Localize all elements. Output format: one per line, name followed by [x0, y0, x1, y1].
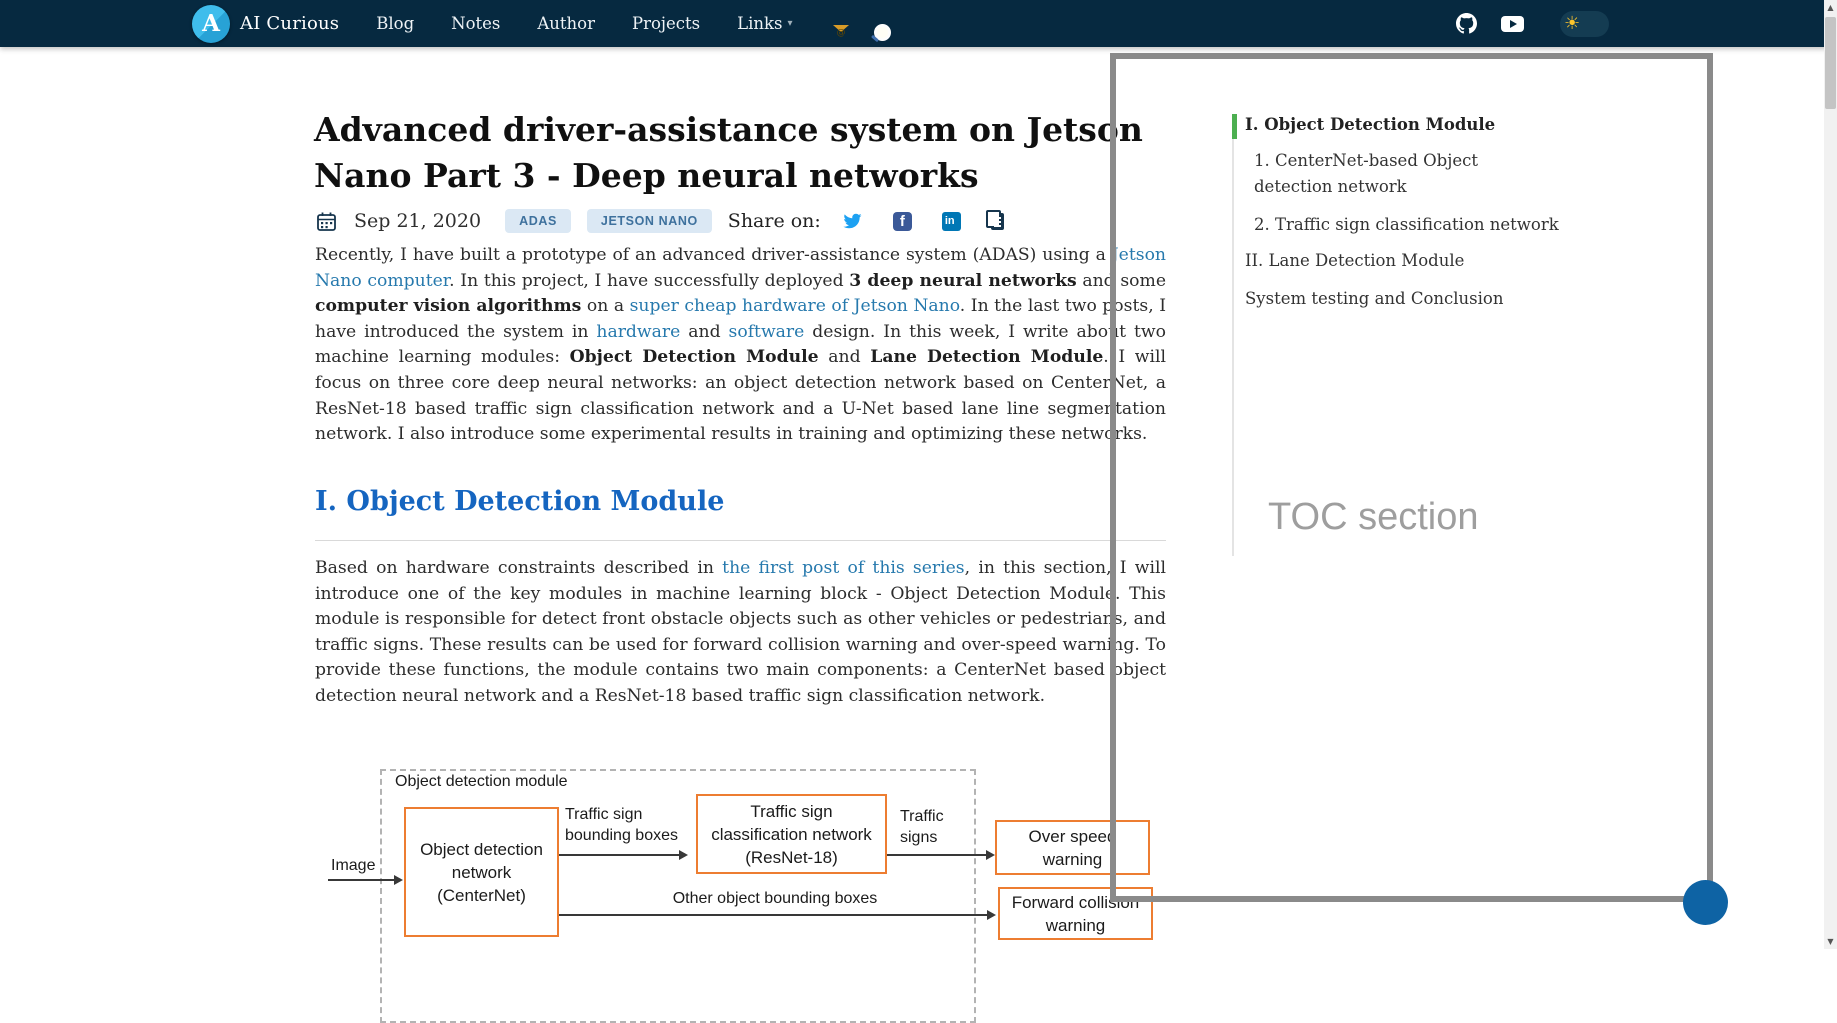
diagram-label-other-boxes: Other object bounding boxes [672, 890, 878, 907]
linkedin-icon [942, 212, 961, 231]
nav-item-links[interactable] [737, 14, 792, 33]
toc-item-traffic-sign[interactable]: 2. Traffic sign classification network [1254, 215, 1559, 234]
nav-item-blog[interactable]: Blog [376, 14, 415, 33]
diagram-box-classifier: Traffic sign classification network (ResNet-18) [696, 794, 887, 874]
calendar-icon [316, 211, 337, 232]
share-linkedin-button[interactable] [942, 212, 961, 231]
diagram-box-centernet: Object detection network (CenterNet) [404, 807, 559, 937]
diagram-label-traffic-signs: Traffic signs [900, 808, 944, 846]
share-facebook-button[interactable] [893, 212, 912, 231]
github-icon [1456, 13, 1477, 34]
toc-item-lane-detection[interactable]: II. Lane Detection Module [1245, 251, 1465, 270]
share-twitter-button[interactable] [842, 212, 863, 230]
annotation-label: TOC section [1268, 496, 1479, 538]
tag-adas[interactable]: ADAS [505, 209, 571, 233]
chevron-down-icon: ▾ [787, 18, 793, 29]
nav-item-author[interactable]: Author [537, 14, 595, 33]
logo-letter: A [202, 10, 220, 37]
scrollbar-up-arrow[interactable] [1824, 0, 1837, 15]
tag-jetson-nano[interactable]: JETSON NANO [587, 209, 712, 233]
arrow-traffic-signs [887, 854, 986, 856]
diagram-input-label: Image [331, 857, 376, 874]
site-logo[interactable] [192, 5, 230, 43]
github-link[interactable] [1456, 13, 1477, 34]
navbar-right-cluster [1456, 11, 1609, 37]
scrollbar-down-arrow[interactable] [1824, 934, 1837, 949]
copy-link-button[interactable] [991, 213, 1004, 230]
article-paragraph-1: Recently, I have built a prototype of an advanced driver-assistance system (ADAS) using a Jetson Nano computer. In this project, I have successfully deployed 3 deep neural networks and some computer vision algorithms on a super cheap hardware of Jetson Nano. In the last two posts, I have introduced the system in hardware and software design. In this week, I write about two machine learning modules: Object Detection Module and Lane Detection Module. I will focus on three core deep neural networks: an object detection network based on CenterNet, a ResNet-18 based traffic sign classification network and a U-Net based lane line segmentation network. I also introduce some experimental results in training and optimizing these networks. [315, 245, 1167, 445]
theme-toggle[interactable] [1560, 11, 1609, 37]
article-meta-row [316, 206, 1034, 236]
diagram-box-overspeed: Over speed warning [995, 820, 1150, 875]
page-title: Advanced driver-assistance system on Jetson Nano Part 3 - Deep neural networks [314, 110, 1143, 196]
toc-item-label: I. Object Detection Module [1245, 115, 1496, 134]
inline-link[interactable]: the first post of this series [722, 558, 965, 578]
arrow-other-boxes [559, 914, 987, 916]
annotation-rectangle [1110, 53, 1713, 902]
toc-item-centernet[interactable]: 1. CenterNet-based Object detection network [1254, 151, 1478, 196]
youtube-icon[interactable] [1501, 16, 1524, 32]
object-detection-diagram [325, 760, 1165, 949]
article-paragraph-2: Based on hardware constraints described in the first post of this series, in this section, I will introduce one of the key modules in machine learning block - Object Detection Module. This module is responsible for detect front obstacle objects such as other vehicles or pedestrians, and traffic signs. These results can be used for forward collision warning and over-speed warning. To provide these functions, the module contains two main components: a CenterNet based object detection neural network and a ResNet-18 based traffic sign classification network. [315, 558, 1166, 706]
toc-item-system-testing[interactable]: System testing and Conclusion [1245, 289, 1504, 308]
share-label: Share on: [727, 210, 821, 232]
twitter-icon [842, 212, 863, 230]
publish-date: Sep 21, 2020 [354, 210, 482, 232]
nav-item-projects[interactable]: Projects [632, 14, 701, 33]
brand-link[interactable]: AI Curious [240, 13, 340, 34]
page-scrollbar[interactable] [1824, 0, 1837, 949]
copy-icon [991, 213, 1004, 230]
inline-link[interactable]: Jetson Nano computer [315, 245, 1166, 291]
arrow-traffic-sign-boxes [559, 854, 679, 856]
diagram-box-collision: Forward collision warning [998, 887, 1153, 940]
facebook-icon [893, 212, 912, 231]
sun-icon: ☀ [1564, 12, 1581, 34]
diagram-title-label: Object detection module [391, 773, 572, 791]
inline-link[interactable]: hardware [596, 321, 681, 342]
section-heading: I. Object Detection Module [315, 486, 725, 517]
nav-item-notes[interactable]: Notes [451, 14, 501, 33]
diagram-label-traffic-sign-boxes: Traffic sign bounding boxes [565, 806, 678, 844]
inline-link[interactable]: super cheap hardware of Jetson Nano [629, 296, 960, 317]
inline-link[interactable]: software [728, 321, 805, 342]
scrollbar-thumb[interactable] [1825, 17, 1836, 109]
heading-divider [315, 540, 1166, 541]
navbar [0, 0, 1837, 47]
nav-links-label: Links [737, 14, 783, 33]
annotation-drag-handle[interactable] [1683, 880, 1728, 925]
arrow-image-input [328, 879, 394, 881]
